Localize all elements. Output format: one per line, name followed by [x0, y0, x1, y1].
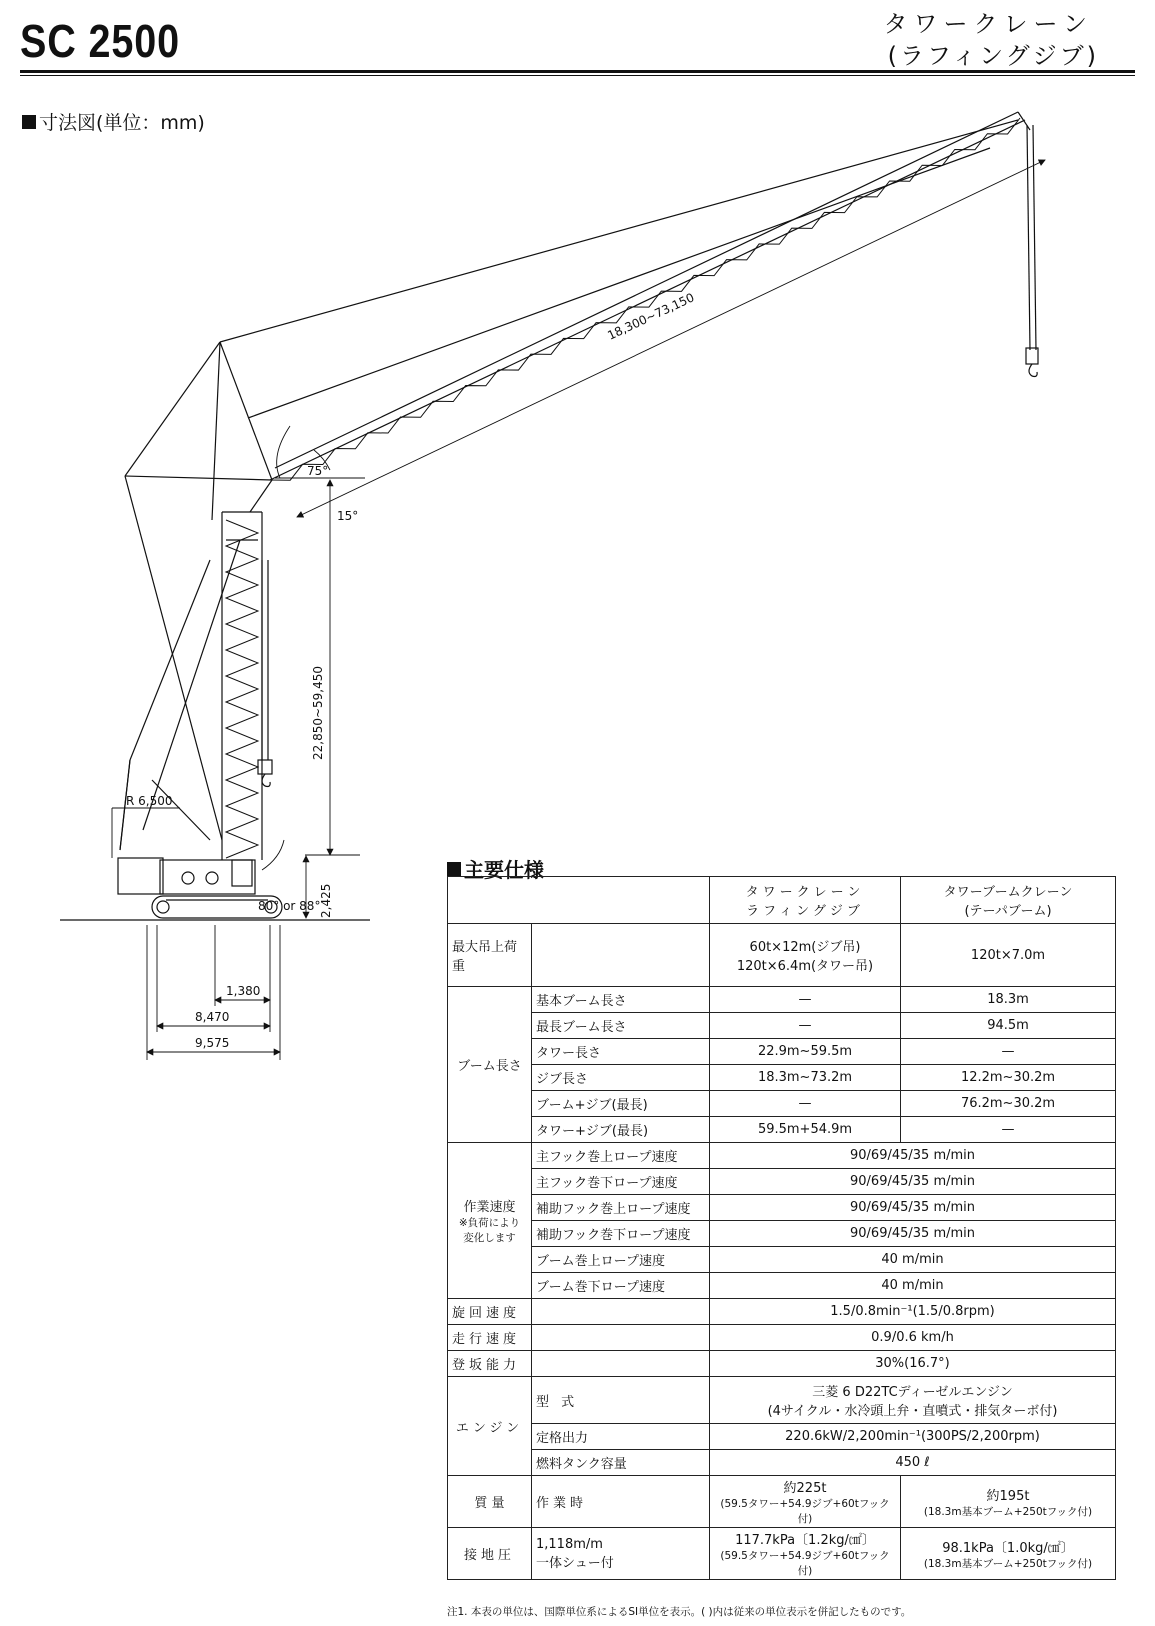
table-row: ブーム巻上ロープ速度 40 m/min — [448, 1247, 1116, 1273]
table-row: ブーム長さ 基本ブーム長さ — 18.3m — [448, 987, 1116, 1013]
width-8470-label: 8,470 — [195, 1010, 230, 1024]
width-9575-label: 9,575 — [195, 1036, 230, 1050]
angle-75-label: 75° — [307, 464, 329, 478]
table-row: 補助フック巻上ロープ速度 90/69/45/35 m/min — [448, 1195, 1116, 1221]
gradeability-row: 登坂能力 30%(16.7°) — [448, 1351, 1116, 1377]
table-row: 補助フック巻下ロープ速度 90/69/45/35 m/min — [448, 1221, 1116, 1247]
body-height-label: 2,425 — [319, 883, 333, 918]
crane-type: タワークレーン — [883, 10, 1093, 38]
boom-angle-label: 80° or 88° — [258, 899, 321, 913]
spec-heading-text: 主要仕様 — [464, 858, 544, 882]
boom-length-label: ブーム長さ — [448, 987, 532, 1143]
spec-header-row — [448, 877, 1116, 924]
max-load-row — [448, 924, 1116, 987]
fuel-tank-row: 燃料タンク容量 450 ℓ — [448, 1450, 1116, 1476]
header-rule — [20, 70, 1135, 73]
table-row: 作業速度 ※負荷により 変化します 主フック巻上ロープ速度 90/69/45/35 m/min — [448, 1143, 1116, 1169]
jib-length-label: 18,300~73,150 — [605, 290, 697, 343]
max-load-boom: 120t×7.0m — [901, 924, 1116, 987]
table-row: タワー長さ 22.9m~59.5m — — [448, 1039, 1116, 1065]
spec-table — [447, 876, 1116, 1580]
max-load-tower: 60t×12m(ジブ吊) 120t×6.4m(タワー吊) — [710, 924, 901, 987]
crane-subtype: (ラフィングジブ) — [887, 42, 1099, 70]
table-row: ブーム+ジブ(最長) — 76.2m~30.2m — [448, 1091, 1116, 1117]
max-load-label: 最大吊上荷重 — [448, 924, 532, 987]
table-row: 最長ブーム長さ — 94.5m — [448, 1013, 1116, 1039]
col-tower-header: タワークレーン ラフィングジブ — [710, 877, 901, 924]
table-row: ブーム巻下ロープ速度 40 m/min — [448, 1273, 1116, 1299]
col-boom-header: タワーブームクレーン (テーパブーム) — [901, 877, 1116, 924]
table-row: タワー+ジブ(最長) 59.5m+54.9m — — [448, 1117, 1116, 1143]
model-name: SC 2500 — [20, 15, 180, 67]
swing-speed-row: 旋回速度 1.5/0.8min⁻¹(1.5/0.8rpm) — [448, 1299, 1116, 1325]
travel-speed-row: 走行速度 0.9/0.6 km/h — [448, 1325, 1116, 1351]
tower-height-label: 22,850~59,450 — [311, 665, 325, 760]
header-rule-thin — [20, 75, 1135, 76]
engine-model-row: エンジン 型 式 三菱 6 D22TCディーゼルエンジン (4サイクル・水冷頭上弁・直噴式・排気ターボ付) — [448, 1377, 1116, 1424]
table-row: 主フック巻下ロープ速度 90/69/45/35 m/min — [448, 1169, 1116, 1195]
work-speed-label: 作業速度 ※負荷により 変化します — [448, 1143, 532, 1299]
engine-output-row: 定格出力 220.6kW/2,200min⁻¹(300PS/2,200rpm) — [448, 1424, 1116, 1450]
angle-15-label: 15° — [337, 509, 359, 523]
ground-pressure-row: 接地圧 1,118m/m 一体シュー付 117.7kPa〔1.2kg/㎠〕 (59.5タワー+54.9ジブ+60tフック付) 98.1kPa〔1.0kg/㎠〕 (18.3m基本ブーム+250tフック付) — [448, 1528, 1116, 1580]
engine-label: エンジン — [448, 1377, 532, 1476]
mass-row: 質 量 作業時 約225t (59.5タワー+54.9ジブ+60tフック付) 約195t (18.3m基本ブーム+250tフック付) — [448, 1476, 1116, 1528]
bullet-square-icon — [447, 862, 461, 876]
footnote: 注1. 本表の単位は、国際単位系によるSI単位を表示。( )内は従来の単位表示を併記したものです。 — [447, 1606, 912, 1618]
width-1380-label: 1,380 — [226, 984, 261, 998]
dimension-heading-text: 寸法図(単位：mm) — [39, 112, 205, 134]
table-row: ジブ長さ 18.3m~73.2m 12.2m~30.2m — [448, 1065, 1116, 1091]
radius-label: R 6,500 — [126, 794, 173, 808]
